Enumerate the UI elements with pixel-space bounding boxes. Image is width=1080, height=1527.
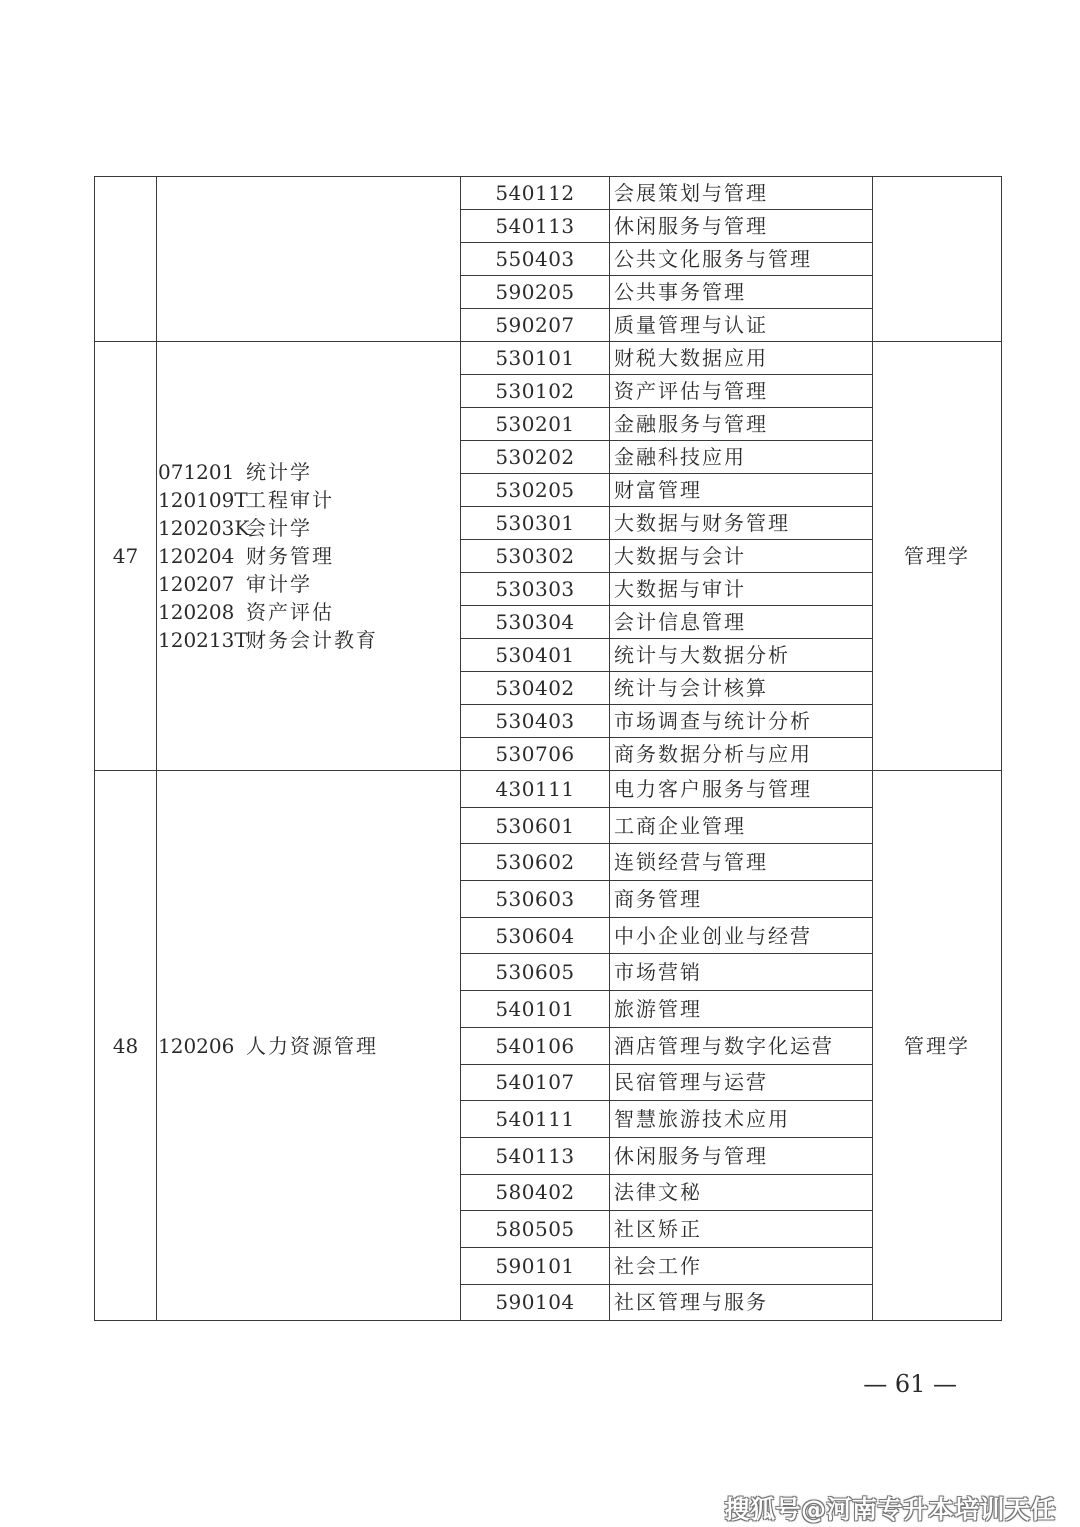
vocational-major-code: 530601	[461, 807, 610, 844]
vocational-major-name: 金融科技应用	[610, 441, 873, 474]
vocational-major-name: 社会工作	[610, 1247, 873, 1284]
vocational-major-name: 智慧旅游技术应用	[610, 1101, 873, 1138]
undergrad-major-name: 人力资源管理	[246, 1033, 378, 1058]
subject-category: 管理学	[904, 544, 970, 568]
undergrad-major-item	[158, 629, 460, 651]
undergrad-major-code: 120208	[158, 600, 235, 624]
vocational-major-code: 530401	[461, 639, 610, 672]
subject-category-cell	[873, 771, 1002, 1321]
undergrad-major-list	[157, 1035, 460, 1057]
vocational-major-code: 530602	[461, 844, 610, 881]
undergrad-majors-cell	[157, 771, 461, 1321]
vocational-major-name: 公共事务管理	[610, 276, 873, 309]
vocational-major-code: 550403	[461, 243, 610, 276]
vocational-major-code: 540113	[461, 1137, 610, 1174]
vocational-major-name: 休闲服务与管理	[610, 1137, 873, 1174]
undergrad-major-name: 统计学	[246, 460, 312, 484]
vocational-major-code: 530201	[461, 408, 610, 441]
vocational-major-code: 530101	[461, 342, 610, 375]
vocational-major-code: 540113	[461, 210, 610, 243]
undergrad-major-name: 审计学	[246, 572, 312, 596]
table-row	[95, 771, 1002, 808]
vocational-major-code: 590104	[461, 1284, 610, 1321]
vocational-major-name: 大数据与会计	[610, 540, 873, 573]
vocational-major-name: 商务管理	[610, 881, 873, 918]
undergrad-major-code: 120213T	[158, 628, 248, 652]
vocational-major-name: 电力客户服务与管理	[610, 771, 873, 808]
undergrad-major-list	[157, 461, 460, 651]
vocational-major-name: 财富管理	[610, 474, 873, 507]
vocational-major-code: 530402	[461, 672, 610, 705]
vocational-major-code: 540107	[461, 1064, 610, 1101]
row-number: 48	[112, 1033, 139, 1058]
row-number-cell	[95, 342, 157, 771]
undergrad-major-code: 071201	[158, 460, 235, 484]
vocational-major-code: 590207	[461, 309, 610, 342]
vocational-major-code: 530706	[461, 738, 610, 771]
vocational-major-code: 580402	[461, 1174, 610, 1211]
vocational-major-name: 民宿管理与运营	[610, 1064, 873, 1101]
undergrad-major-item	[158, 461, 460, 483]
vocational-major-code: 540101	[461, 991, 610, 1028]
vocational-major-code: 530102	[461, 375, 610, 408]
vocational-major-code: 530403	[461, 705, 610, 738]
vocational-major-name: 财税大数据应用	[610, 342, 873, 375]
table-row	[95, 342, 1002, 375]
vocational-major-code: 590101	[461, 1247, 610, 1284]
undergrad-majors-cell	[157, 342, 461, 771]
undergrad-major-code: 120207	[158, 572, 235, 596]
watermark: 搜狐号@河南专升本培训天任	[724, 1495, 1056, 1524]
vocational-major-name: 质量管理与认证	[610, 309, 873, 342]
undergrad-major-code: 120204	[158, 544, 235, 568]
undergrad-major-code: 120206	[158, 1033, 235, 1058]
undergrad-major-name: 财务管理	[246, 544, 334, 568]
vocational-major-code: 530605	[461, 954, 610, 991]
vocational-major-code: 530205	[461, 474, 610, 507]
row-number-cell	[95, 771, 157, 1321]
undergrad-major-item	[158, 517, 460, 539]
vocational-major-name: 统计与大数据分析	[610, 639, 873, 672]
vocational-major-code: 530304	[461, 606, 610, 639]
page-number-text: — 61 —	[863, 1370, 957, 1398]
vocational-major-code: 540106	[461, 1027, 610, 1064]
vocational-major-name: 金融服务与管理	[610, 408, 873, 441]
vocational-major-code: 430111	[461, 771, 610, 808]
vocational-major-code: 530604	[461, 917, 610, 954]
vocational-major-code: 540111	[461, 1101, 610, 1138]
undergrad-major-item	[158, 573, 460, 595]
undergrad-major-name: 资产评估	[246, 600, 334, 624]
vocational-major-name: 社区矫正	[610, 1211, 873, 1248]
vocational-major-name: 法律文秘	[610, 1174, 873, 1211]
vocational-major-name: 休闲服务与管理	[610, 210, 873, 243]
table-row	[95, 177, 1002, 210]
vocational-major-name: 资产评估与管理	[610, 375, 873, 408]
vocational-major-name: 社区管理与服务	[610, 1284, 873, 1321]
table-body	[95, 177, 1002, 1321]
vocational-major-code: 530603	[461, 881, 610, 918]
vocational-major-name: 市场营销	[610, 954, 873, 991]
subject-category: 管理学	[904, 1033, 970, 1058]
row-number-cell	[95, 177, 157, 342]
vocational-major-name: 旅游管理	[610, 991, 873, 1028]
vocational-major-name: 中小企业创业与经营	[610, 917, 873, 954]
undergrad-majors-cell	[157, 177, 461, 342]
vocational-major-name: 会展策划与管理	[610, 177, 873, 210]
subject-category-cell	[873, 342, 1002, 771]
vocational-major-name: 大数据与财务管理	[610, 507, 873, 540]
vocational-major-name: 市场调查与统计分析	[610, 705, 873, 738]
vocational-major-code: 580505	[461, 1211, 610, 1248]
vocational-major-code: 530301	[461, 507, 610, 540]
vocational-major-name: 大数据与审计	[610, 573, 873, 606]
undergrad-major-item	[158, 1035, 460, 1057]
vocational-major-name: 连锁经营与管理	[610, 844, 873, 881]
vocational-major-code: 530303	[461, 573, 610, 606]
vocational-major-code: 590205	[461, 276, 610, 309]
undergrad-major-code: 120203K	[158, 516, 250, 540]
undergrad-major-name: 工程审计	[246, 488, 334, 512]
row-number: 47	[112, 544, 139, 568]
vocational-major-name: 统计与会计核算	[610, 672, 873, 705]
vocational-major-code: 530202	[461, 441, 610, 474]
major-mapping-table	[94, 176, 1002, 1321]
page-number	[0, 1370, 1080, 1398]
undergrad-major-item	[158, 601, 460, 623]
undergrad-major-item	[158, 489, 460, 511]
undergrad-major-name: 财务会计教育	[246, 628, 378, 652]
undergrad-major-code: 120109T	[158, 488, 248, 512]
vocational-major-name: 公共文化服务与管理	[610, 243, 873, 276]
vocational-major-code: 530302	[461, 540, 610, 573]
vocational-major-code: 540112	[461, 177, 610, 210]
undergrad-major-item	[158, 545, 460, 567]
vocational-major-name: 商务数据分析与应用	[610, 738, 873, 771]
vocational-major-name: 工商企业管理	[610, 807, 873, 844]
subject-category-cell	[873, 177, 1002, 342]
vocational-major-name: 酒店管理与数字化运营	[610, 1027, 873, 1064]
vocational-major-name: 会计信息管理	[610, 606, 873, 639]
undergrad-major-name: 会计学	[246, 516, 312, 540]
